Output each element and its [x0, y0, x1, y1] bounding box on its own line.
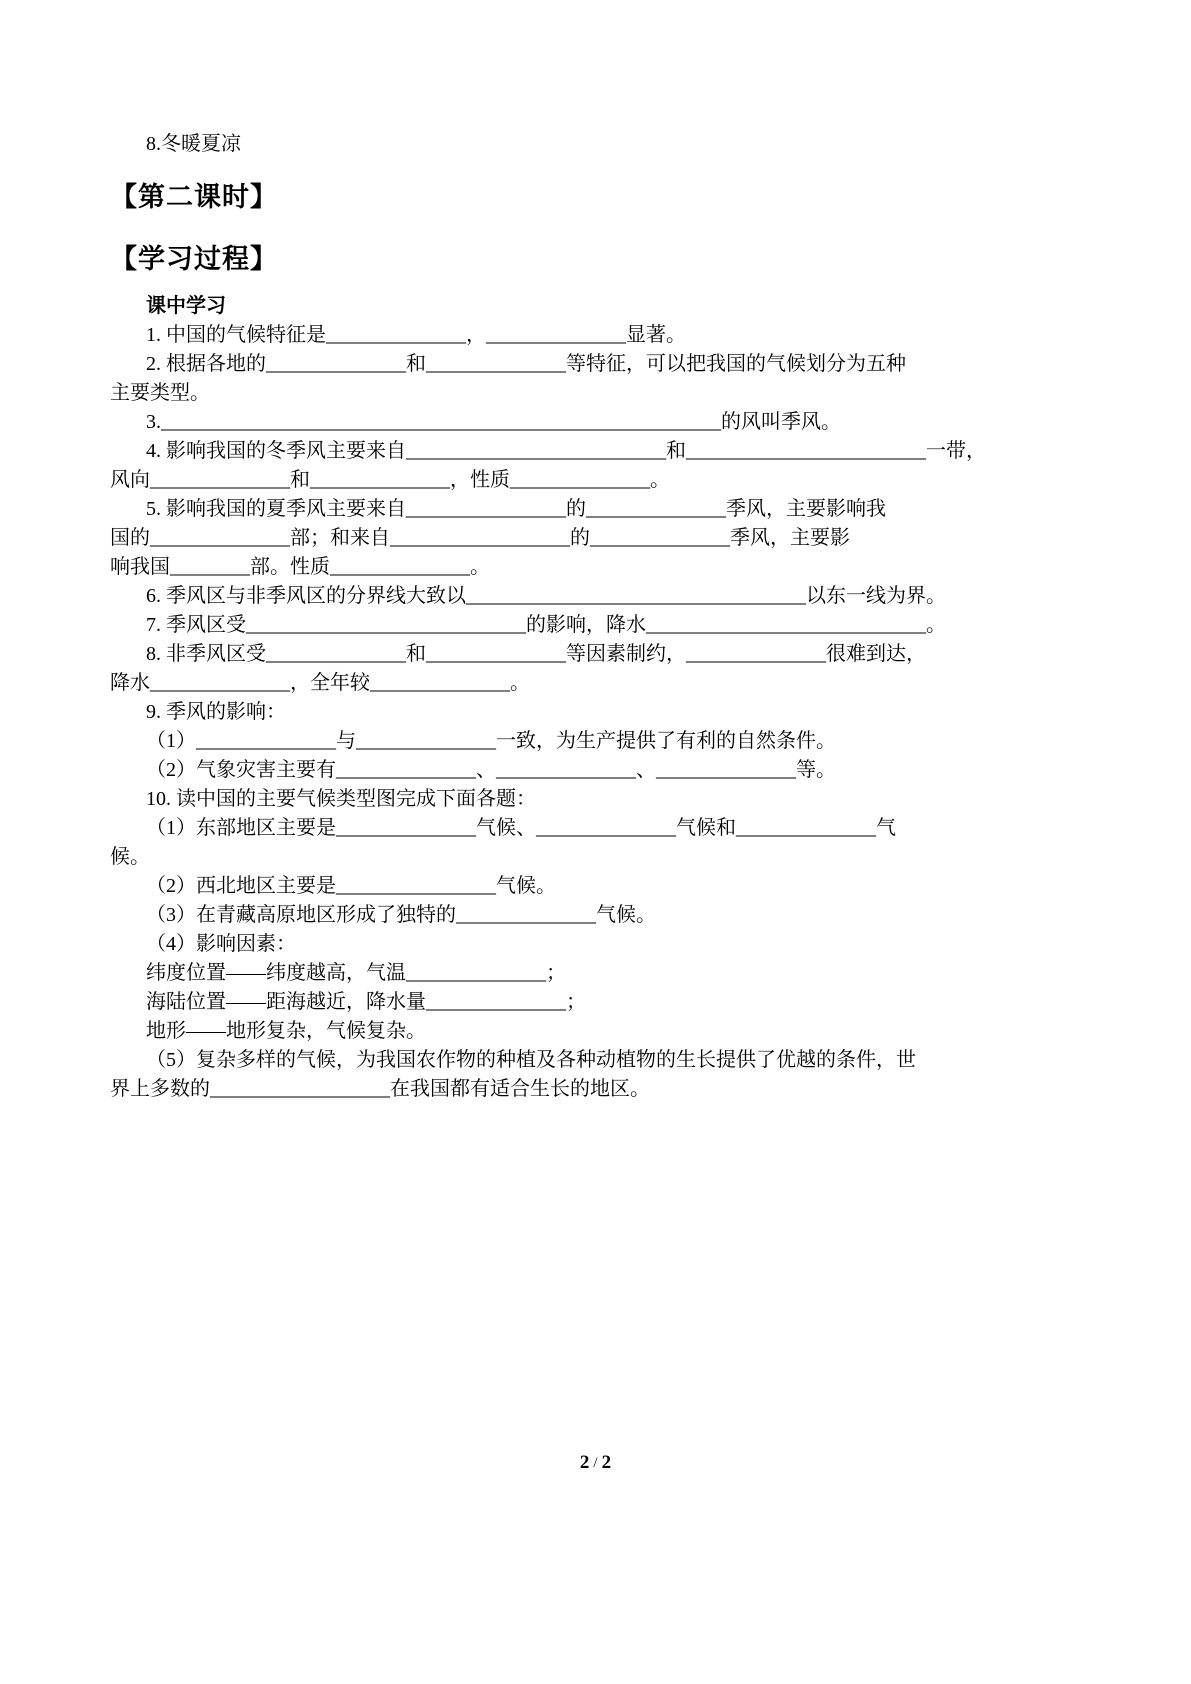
subheading-in-class-study: 课中学习: [146, 295, 226, 317]
worksheet-line: （4）影响因素：: [146, 933, 296, 955]
worksheet-line: 6. 季风区与非季风区的分界线大致以__________________________________以东一线为界。: [146, 585, 946, 607]
worksheet-line: 降水______________，全年较______________。: [110, 672, 530, 694]
worksheet-line: 5. 影响我国的夏季风主要来自________________的______________季风，主要影响我: [146, 498, 886, 520]
worksheet-line: 1. 中国的气候特征是______________，______________显著。: [146, 324, 686, 346]
worksheet-line: 海陆位置——距海越近，降水量______________；: [146, 991, 586, 1013]
page-number-current: 2: [579, 1452, 590, 1473]
worksheet-line: 10. 读中国的主要气候类型图完成下面各题：: [146, 788, 536, 810]
worksheet-line: 8. 非季风区受______________和______________等因素制约，______________很难到达，: [146, 643, 926, 665]
worksheet-line: 2. 根据各地的______________和______________等特征，可以把我国的气候划分为五种: [146, 353, 906, 375]
worksheet-line: 界上多数的__________________在我国都有适合生长的地区。: [110, 1078, 650, 1100]
heading-learning-process: 【学习过程】: [110, 244, 278, 274]
worksheet-line: （5）复杂多样的气候，为我国农作物的种植及各种动植物的生长提供了优越的条件，世: [146, 1049, 916, 1071]
worksheet-line: （1）东部地区主要是______________气候、______________气候和______________气: [146, 817, 896, 839]
page-number: [0, 1452, 1191, 1474]
worksheet-line: 9. 季风的影响：: [146, 701, 286, 723]
worksheet-line: 主要类型。: [110, 382, 210, 404]
page-number-separator: /: [593, 1455, 598, 1471]
worksheet-line: 候。: [110, 846, 150, 868]
worksheet-line: 4. 影响我国的冬季风主要来自__________________________和________________________一带，: [146, 440, 986, 462]
worksheet-line: （2）西北地区主要是________________气候。: [146, 875, 556, 897]
list-item-8: 8.冬暖夏凉: [146, 133, 241, 155]
worksheet-line: 国的______________部；和来自__________________的______________季风，主要影: [110, 527, 850, 549]
worksheet-content: [110, 130, 1136, 1104]
worksheet-line: （3）在青藏高原地区形成了独特的______________气候。: [146, 904, 656, 926]
worksheet-line: 响我国________部。性质______________。: [110, 556, 490, 578]
worksheet-line: 纬度位置——纬度越高，气温______________；: [146, 962, 566, 984]
page-number-total: 2: [601, 1452, 612, 1473]
worksheet-line: 3.________________________________________________________的风叫季风。: [146, 411, 841, 433]
worksheet-line: （2）气象灾害主要有______________、______________、______________等。: [146, 759, 836, 781]
worksheet-line: 地形——地形复杂，气候复杂。: [146, 1020, 426, 1042]
worksheet-line: 风向______________和______________，性质______________。: [110, 469, 670, 491]
heading-session-2: 【第二课时】: [110, 182, 278, 212]
worksheet-line: 7. 季风区受____________________________的影响，降水____________________________。: [146, 614, 946, 636]
worksheet-line: （1）______________与______________一致，为生产提供了有利的自然条件。: [146, 730, 836, 752]
